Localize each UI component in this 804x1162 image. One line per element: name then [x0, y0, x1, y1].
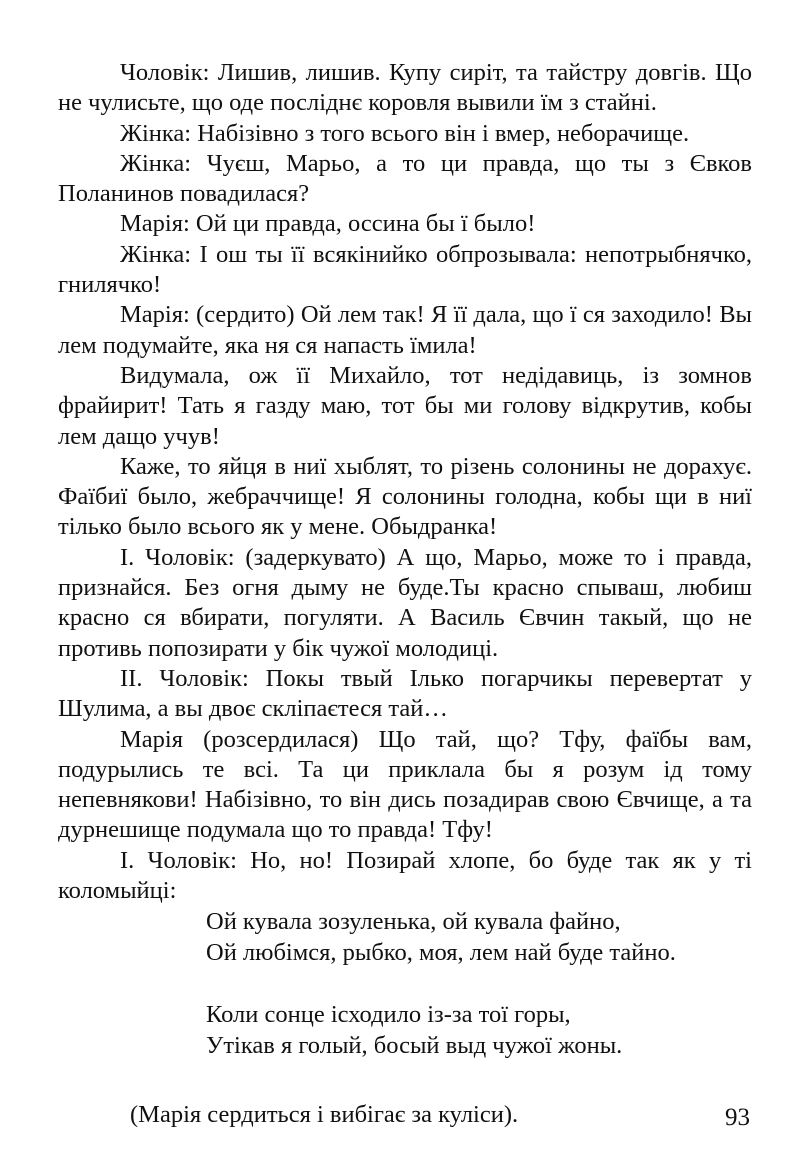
page-number: 93	[725, 1104, 750, 1131]
paragraph-3: Жінка: Чуєш, Марьо, а то ци правда, що ты з Євков Поланинов повадилася?	[58, 149, 752, 208]
kolomyika-verse	[206, 906, 752, 1061]
paragraph-5: Жінка: І ош ты її всякінийко обпрозывала: непотрыбнячко, гнилячко!	[58, 240, 752, 299]
paragraph-9: І. Чоловік: (задеркувато) А що, Марьо, може то і правда, признайся. Без огня дыму не буде.Ты красно спываш, любиш красно ся вбирати, погуляти. А Василь Євчин такый, що не противь попозирати у бік чужої молодиці.	[58, 543, 752, 662]
verse-line: Ой кувала зозуленька, ой кувала файно,	[206, 908, 621, 936]
paragraph-7: Видумала, ож її Михайло, тот недідавиць, із зомнов фрайирит! Тать я газду маю, тот бы ми голову відкрутив, кобы лем дащо учув!	[58, 361, 752, 450]
paragraph-2: Жінка: Набізівно з того всього він і вмер, неборачище.	[120, 119, 690, 147]
verse-line: Утікав я голый, босый выд чужої жоны.	[206, 1032, 623, 1060]
paragraph-11: Марія (розсердилася) Що тай, що? Тфу, фаїбы вам, подурылись те всі. Та ци приклала бы я розум ід тому непевнякови! Набізівно, то він дись позадирав свою Євчище, а та дурнешище подумала що то правда! Тфу!	[58, 725, 752, 844]
paragraph-1: Чоловік: Лишив, лишив. Купу сиріт, та тайстру довгів. Що не чулисьте, що оде послiднє коровля вывили їм з стайні.	[58, 59, 752, 117]
paragraph-8: Каже, то яйця в ниї хыблят, то різень солонины не дорахує. Фаїбиї было, жебраччище! Я солонины голодна, кобы щи в ниї тілько было всього як у мене. Обыдранка!	[58, 452, 752, 541]
verse-line: Коли сонце ісходило із-за тої горы,	[206, 1001, 571, 1029]
paragraph-10: ІІ. Чоловік: Покы твый Ілько погарчикы перевертат у Шулима, а вы двоє скліпаєтеся тай…	[58, 664, 752, 723]
dialogue-body	[58, 58, 752, 906]
stanza-gap	[206, 968, 752, 999]
stage-direction: (Марія сердиться і вибігає за куліси).	[130, 1101, 519, 1129]
paragraph-6: Марія: (сердито) Ой лем так! Я її дала, що ї ся заходило! Вы лем подумайте, яка ня ся напасть їмила!	[58, 301, 752, 359]
paragraph-4: Марія: Ой ци правда, оссина бы ї было!	[120, 210, 536, 238]
verse-line: Ой любімся, рыбко, моя, лем най буде тайно.	[206, 939, 676, 967]
paragraph-12: І. Чоловік: Но, но! Позирай хлопе, бо буде так як у ті коломыйці:	[58, 846, 752, 905]
